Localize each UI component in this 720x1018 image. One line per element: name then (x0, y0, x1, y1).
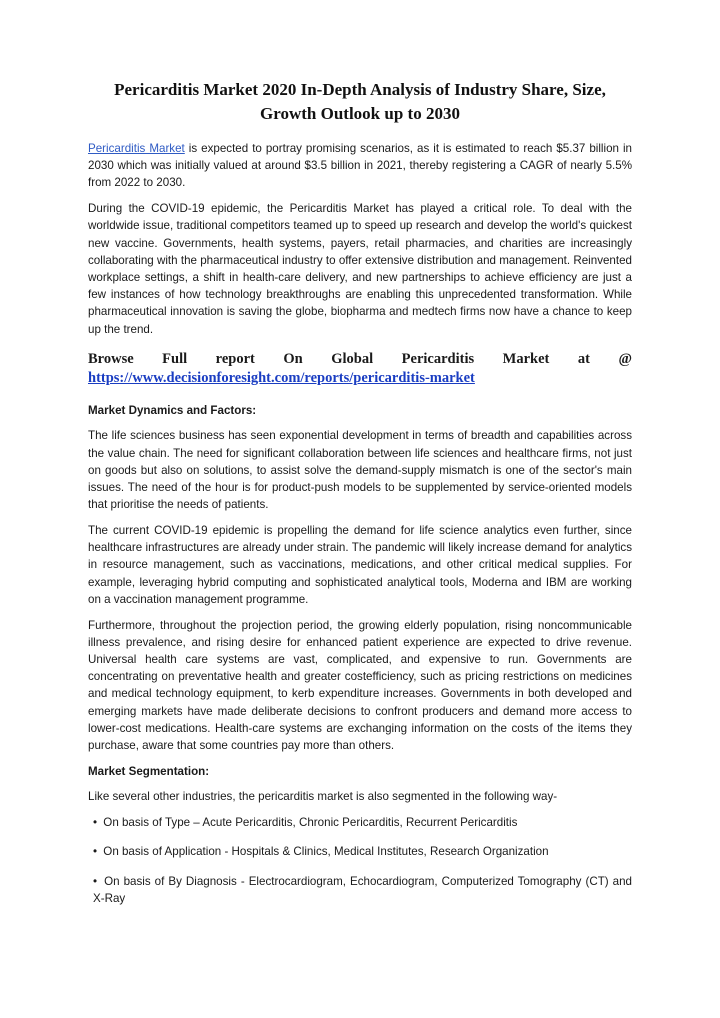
browse-word: Global (331, 350, 374, 367)
segment-bullet (88, 814, 632, 831)
bullet-icon: • (93, 874, 98, 888)
browse-word: On (283, 350, 303, 367)
browse-word: @ (618, 350, 632, 367)
segment-text: On basis of Application - Hospitals & Clinics, Medical Institutes, Research Organization (103, 845, 549, 859)
segment-bullet (88, 873, 632, 907)
browse-report-line (88, 350, 632, 388)
intro-paragraph (88, 140, 632, 192)
dynamics-paragraph: Furthermore, throughout the projection period, the growing elderly population, rising noncommunicable illness prevalence, and rising desire for enhanced patient experience are expected to drive revenue. Universal health care systems are vast, complicated, and expensive to run. Governments are concentrating on preventative health and greater costefficiency, such as pricing restrictions on medicines and medical technology equipment, to kerb expenditure increases. Governments in both developed and emerging markets have made deliberate decisions to confront producers and demand more access to lower-cost medications. Health-care systems are exchanging information on the costs of the items they purchase, aware that some countries pay more than others. (88, 618, 632, 753)
dynamics-paragraph: The life sciences business has seen exponential development in terms of breadth and capabilities across the value chain. The need for significant collaboration between life sciences and healthcare firms, not just on goods but also on solutions, to assist solve the demand-supply mismatch is one of the sector's main issues. The need of the hour is for product-push models to be supplemented by service-oriented models that prioritise the needs of patients. (88, 429, 632, 512)
segment-text: On basis of Type – Acute Pericarditis, Chronic Pericarditis, Recurrent Pericarditis (103, 816, 518, 830)
browse-word: at (577, 350, 590, 367)
bullet-icon: • (93, 845, 98, 859)
browse-word: report (215, 350, 255, 367)
browse-word: Full (162, 350, 188, 367)
dynamics-heading: Market Dynamics and Factors: (88, 403, 257, 417)
segmentation-heading: Market Segmentation: (88, 764, 210, 778)
intro-text: is expected to portray promising scenarios, as it is estimated to reach $5.37 billion in 2030 which was initially valued at around $3.5 billion in 2021, thereby registering a CAGR of nearly 5.5% from 2022 to 2030. (88, 142, 632, 190)
segment-text: On basis of By Diagnosis - Electrocardiogram, Echocardiogram, Computerized Tomography (CT) and X-Ray (93, 874, 632, 905)
browse-word: Pericarditis (401, 350, 475, 367)
browse-word: Market (502, 350, 550, 367)
segmentation-intro: Like several other industries, the pericarditis market is also segmented in the following way- (88, 790, 558, 804)
browse-word: Browse (88, 350, 134, 367)
segment-bullet (88, 843, 632, 860)
report-url-link[interactable]: https://www.decisionforesight.com/reports/pericarditis-market (88, 369, 475, 386)
browse-words (88, 350, 632, 369)
covid-paragraph: During the COVID-19 epidemic, the Pericarditis Market has played a critical role. To deal with the worldwide issue, traditional competitors teamed up to speed up research and develop the world's quickest new vaccine. Governments, health systems, payers, retail pharmacies, and charities are increasingly collaborating with the pharmaceutical industry to offer extensive distribution and management. Reinvented workplace settings, a shift in health-care delivery, and new partnerships to achieve efficiency are just a few instances of how technology breakthroughs are enabling this unprecedented transformation. While pharmaceutical innovation is saving the globe, biopharma and medtech firms now have a chance to keep up the trend. (88, 202, 632, 336)
dynamics-paragraph: The current COVID-19 epidemic is propelling the demand for life science analytics even further, since healthcare infrastructures are already under strain. The pandemic will likely increase demand for analytics in resource management, such as vaccinations, medications, and other critical medical supplies. For example, leveraging hybrid computing and sophisticated analytical tools, Moderna and IBM are working on a vaccination management programme. (88, 524, 632, 606)
bullet-icon: • (93, 816, 98, 830)
pericarditis-market-link[interactable]: Pericarditis Market (88, 142, 185, 155)
page-title: Pericarditis Market 2020 In-Depth Analysis of Industry Share, Size, Growth Outlook up to 2030 (114, 80, 606, 123)
